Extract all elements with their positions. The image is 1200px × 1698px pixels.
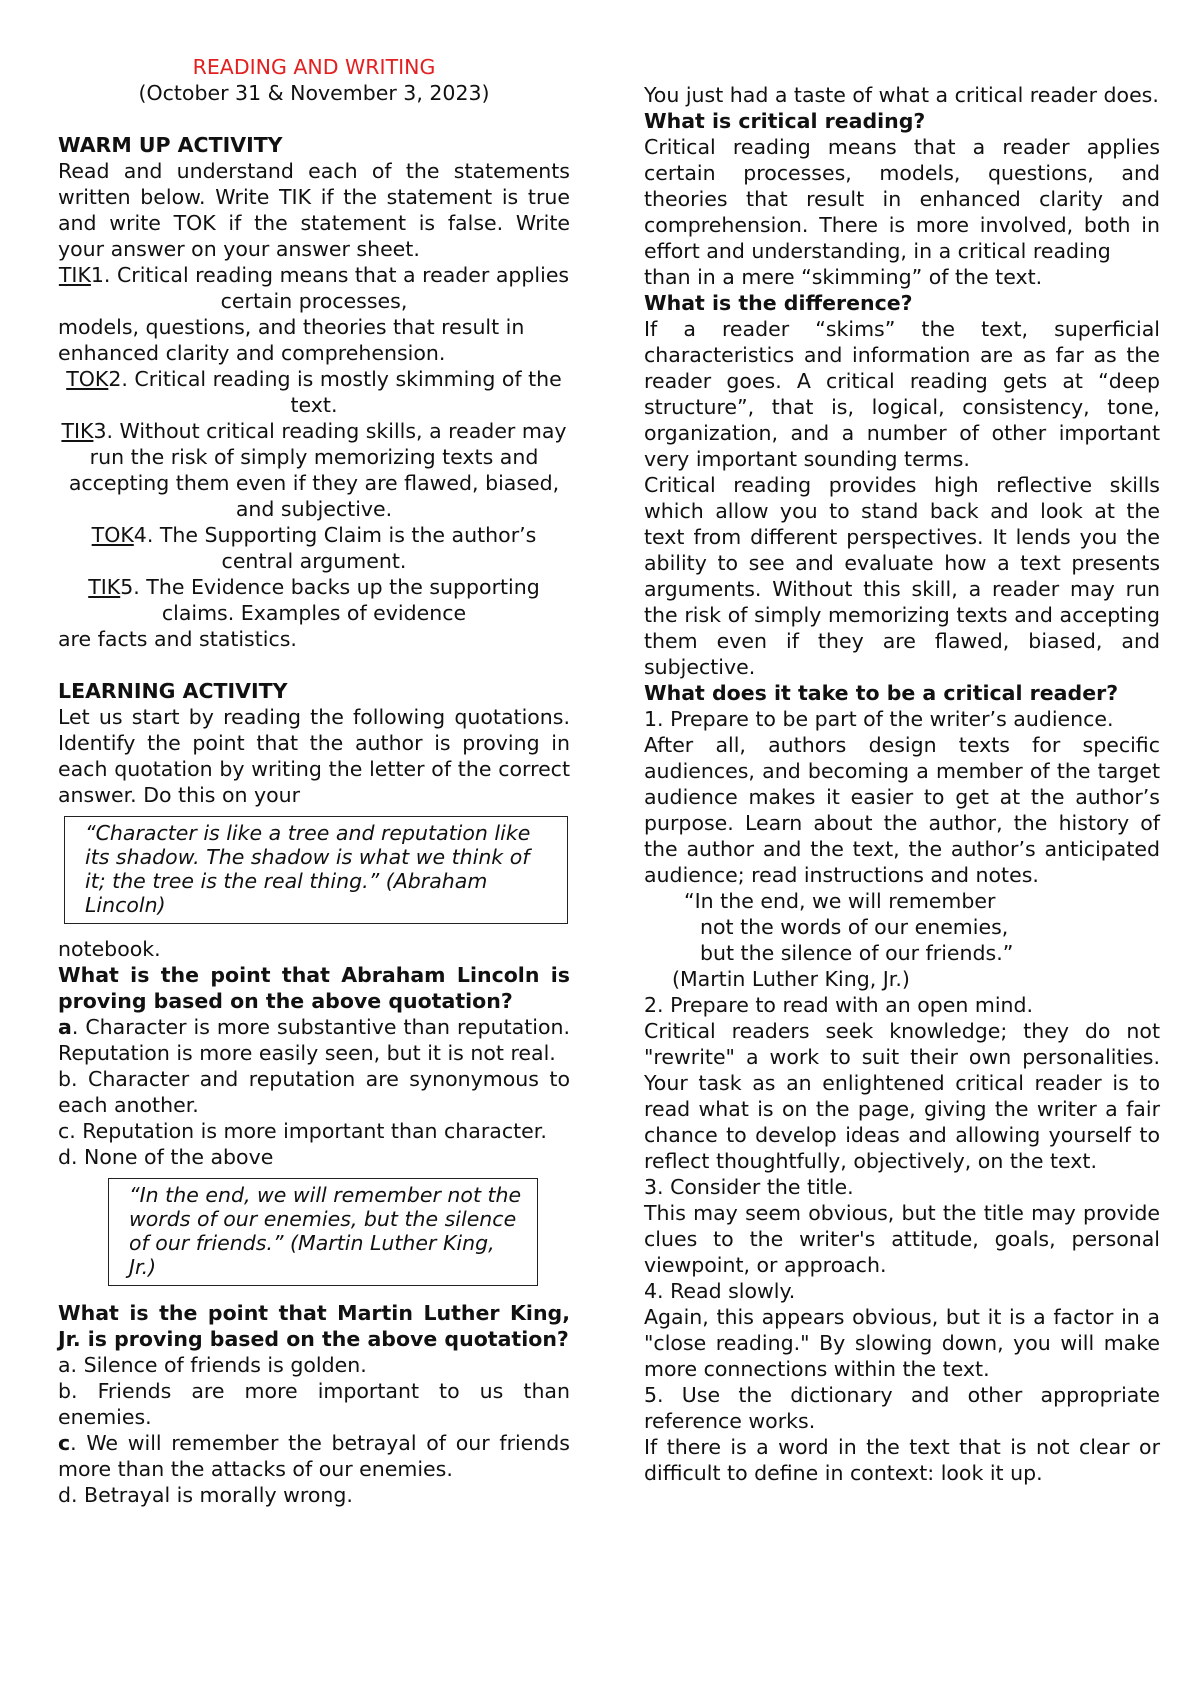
statement-text: 5. The Evidence backs up the supporting claims. Examples of evidence bbox=[120, 575, 540, 625]
answer-mark: TIK bbox=[58, 263, 91, 287]
warmup-item bbox=[58, 366, 570, 418]
question-lincoln: What is the point that Abraham Lincoln is proving based on the above quotation? bbox=[58, 963, 570, 1013]
warmup-heading: WARM UP ACTIVITY bbox=[58, 133, 283, 157]
quote-box-lincoln: “Character is like a tree and reputation like its shadow. The shadow is what we think of it; the tree is the real thing.” (Abraham Lincoln) bbox=[64, 816, 568, 924]
answer-mark: TIK bbox=[61, 419, 94, 443]
answer-mark: TOK bbox=[66, 367, 109, 391]
answer-mark: TOK bbox=[91, 523, 134, 547]
step-3-text: This may seem obvious, but the title may provide clues to the writer's attitude, goals, personal viewpoint, or approach. bbox=[644, 1201, 1160, 1277]
skills-paragraph: Critical reading provides high reflective skills which allow you to stand back and look at the text from different perspectives. It lends you the ability to see and evaluate how a text presents arguments. Without this skill, a reader may run the risk of simply memorizing texts and accepting them even if they are flawed, biased, and subjective. bbox=[644, 473, 1160, 679]
statement-continuation: models, questions, and theories that result in enhanced clarity and comprehension. bbox=[58, 315, 525, 365]
option-item: a. Silence of friends is golden. bbox=[58, 1353, 367, 1377]
option-item: d. Betrayal is morally wrong. bbox=[58, 1483, 353, 1507]
warmup-instructions: Read and understand each of the statements written below. Write TIK if the statement is true and write TOK if the statement is false. Write your answer on your answer sheet. bbox=[58, 159, 570, 261]
step-3-title: 3. Consider the title. bbox=[644, 1175, 854, 1199]
document-date: (October 31 & November 3, 2023) bbox=[138, 81, 490, 105]
right-column bbox=[644, 82, 1160, 1486]
warmup-item bbox=[58, 262, 570, 366]
statement-text: 4. The Supporting Claim is the author’s central argument. bbox=[133, 523, 537, 573]
statement-text: 3. Without critical reading skills, a reader may run the risk of simply memorizing texts and accepting them even if they are flawed, biased, and subjective. bbox=[68, 419, 567, 521]
step-4-text: Again, this appears obvious, but it is a factor in a "close reading." By slowing down, you will make more connections within the text. bbox=[644, 1305, 1160, 1381]
step-5-text: If there is a word in the text that is not clear or difficult to define in context: look it up. bbox=[644, 1435, 1160, 1485]
statement-continuation: are facts and statistics. bbox=[58, 627, 297, 651]
option-item: c. We will remember the betrayal of our friends more than the attacks of our enemies. bbox=[58, 1431, 570, 1481]
option-item: b. Character and reputation are synonymous to each another. bbox=[58, 1067, 570, 1117]
question-mlk: What is the point that Martin Luther King, Jr. is proving based on the above quotation? bbox=[58, 1301, 570, 1351]
step-4-title: 4. Read slowly. bbox=[644, 1279, 796, 1303]
option-letter: c bbox=[58, 1431, 71, 1455]
warmup-item bbox=[58, 574, 570, 652]
option-item: a. Character is more substantive than reputation. Reputation is more easily seen, but it is not real. bbox=[58, 1015, 570, 1065]
step-5-title: 5. Use the dictionary and other appropriate reference works. bbox=[644, 1383, 1160, 1433]
left-column bbox=[58, 54, 570, 1508]
answer-mark: TIK bbox=[88, 575, 121, 599]
statement-text: 2. Critical reading is mostly skimming of the text. bbox=[108, 367, 562, 417]
difference-paragraph: If a reader “skims” the text, superficial characteristics and information are as far as the reader goes. A critical reading gets at “deep structure”, that is, logical, consistency, tone, organization, and a number of other important very important sounding terms. bbox=[644, 317, 1160, 471]
step-1-title: 1. Prepare to be part of the writer’s audience. bbox=[644, 707, 1114, 731]
statement-text: 1. Critical reading means that a reader applies certain processes, bbox=[90, 263, 570, 313]
step-1-text: After all, authors design texts for specific audiences, and becoming a member of the target audience makes it easier to get at the author’s purpose. Learn about the author, the history of the author and the text, the author’s anticipated audience; read instructions and notes. bbox=[644, 733, 1160, 887]
difference-heading: What is the difference? bbox=[644, 291, 913, 315]
definition-continuation: than in a mere “skimming” of the text. bbox=[644, 265, 1043, 289]
document-title: READING AND WRITING bbox=[192, 55, 436, 79]
intro-paragraph: You just had a taste of what a critical reader does. What is critical reading? bbox=[644, 83, 1159, 133]
intro-question: What is critical reading? bbox=[644, 109, 926, 133]
take-heading: What does it take to be a critical reader? bbox=[644, 681, 1119, 705]
definition-paragraph: Critical reading means that a reader applies certain processes, models, questions, and theories that result in enhanced clarity and comprehension. There is more involved, both in effort and understanding, in a critical reading bbox=[644, 135, 1160, 263]
mlk-quote-block: “In the end, we will remember not the words of our enemies, but the silence of our friends.” (Martin Luther King, Jr.) bbox=[672, 889, 1014, 991]
step-2-title: 2. Prepare to read with an open mind. bbox=[644, 993, 1034, 1017]
learning-heading: LEARNING ACTIVITY bbox=[58, 679, 288, 703]
option-item: d. None of the above bbox=[58, 1145, 274, 1169]
warmup-item bbox=[58, 418, 570, 522]
step-2-text: Critical readers seek knowledge; they do not "rewrite" a work to suit their own personalities. Your task as an enlightened critical reader is to read what is on the page, giving the writer a fair chance to develop ideas and allowing yourself to reflect thoughtfully, objectively, on the text. bbox=[644, 1019, 1160, 1173]
quote-box-mlk: “In the end, we will remember not the words of our enemies, but the silence of our friends.” (Martin Luther King, Jr.) bbox=[108, 1178, 538, 1286]
learning-instructions: Let us start by reading the following quotations. Identify the point that the author is proving in each quotation by writing the letter of the correct answer. Do this on your bbox=[58, 705, 570, 807]
option-letter: a bbox=[58, 1015, 72, 1039]
option-item: c. Reputation is more important than character. bbox=[58, 1119, 547, 1143]
warmup-item bbox=[58, 522, 570, 574]
option-item: b. Friends are more important to us than enemies. bbox=[58, 1379, 570, 1429]
learning-instructions-cont: notebook. bbox=[58, 937, 161, 961]
